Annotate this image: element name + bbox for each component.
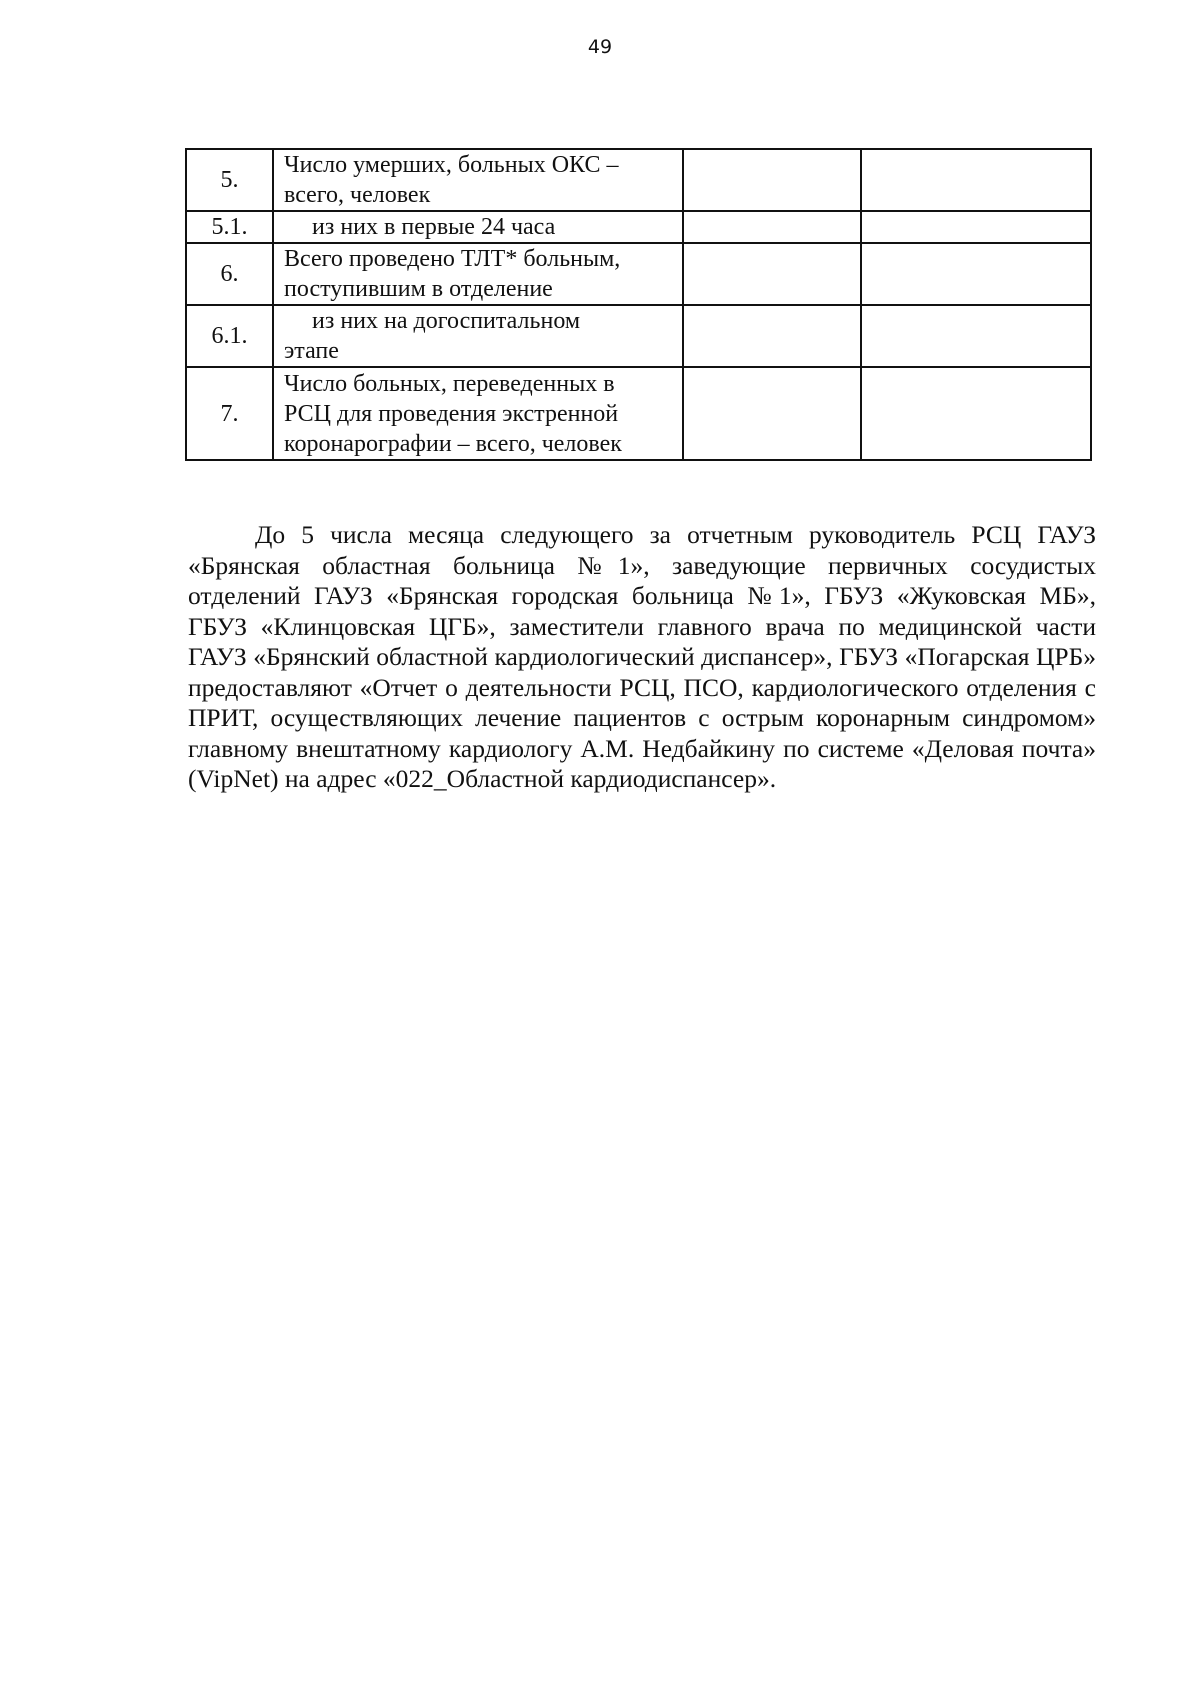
report-table-body bbox=[186, 149, 1091, 460]
page-number: 49 bbox=[587, 36, 613, 58]
indicator-line: Всего проведено ТЛТ* больным, bbox=[284, 246, 621, 272]
value-cell-1 bbox=[683, 243, 861, 305]
value-cell-2 bbox=[861, 149, 1091, 211]
row-number: 7. bbox=[186, 367, 273, 460]
table-row bbox=[186, 243, 1091, 305]
row-indicator bbox=[273, 367, 683, 460]
value-cell-1 bbox=[683, 305, 861, 367]
row-number: 6.1. bbox=[186, 305, 273, 367]
indicator-line: из них в первые 24 часа bbox=[312, 214, 556, 240]
value-cell-2 bbox=[861, 243, 1091, 305]
table-row bbox=[186, 305, 1091, 367]
indicator-line: поступившим в отделение bbox=[284, 276, 553, 302]
value-cell-1 bbox=[683, 211, 861, 243]
table-row bbox=[186, 149, 1091, 211]
row-number: 5.1. bbox=[186, 211, 273, 243]
value-cell-2 bbox=[861, 211, 1091, 243]
row-indicator bbox=[273, 243, 683, 305]
value-cell-2 bbox=[861, 305, 1091, 367]
value-cell-1 bbox=[683, 149, 861, 211]
table-row bbox=[186, 211, 1091, 243]
indicator-line: всего, человек bbox=[284, 182, 431, 208]
row-indicator bbox=[273, 305, 683, 367]
indicator-line: Число умерших, больных ОКС – bbox=[284, 152, 619, 178]
indicator-line: из них на догоспитальном bbox=[312, 308, 581, 334]
instruction-paragraph: До 5 числа месяца следующего за отчетным руководитель РСЦ ГАУЗ «Брянская областная больница №1», заведующие первичных сосудистых отделений ГАУЗ «Брянская городская больница №1», ГБУЗ «Жуковская МБ», ГБУЗ «Клинцовская ЦГБ», заместители главного врача по медицинской части ГАУЗ «Брянский областной кардиологический диспансер», ГБУЗ «Погарская ЦРБ» предоставляют «Отчет о деятельности РСЦ, ПСО, кардиологического отделения с ПРИТ, осуществляющих лечение пациентов с острым коронарным синдромом» главному внештатному кардиологу А.М. Недбайкину по системе «Деловая почта» (VipNet) на адрес «022_Областной кардиодиспансер». bbox=[188, 520, 1096, 793]
indicator-line: этапе bbox=[284, 338, 339, 364]
indicator-line: РСЦ для проведения экстренной bbox=[284, 400, 619, 427]
row-number: 6. bbox=[186, 243, 273, 305]
indicator-line: Число больных, переведенных в bbox=[284, 370, 615, 397]
row-number: 5. bbox=[186, 149, 273, 211]
indicator-line: коронарографии – всего, человек bbox=[284, 430, 622, 457]
value-cell-2 bbox=[861, 367, 1091, 460]
row-indicator bbox=[273, 211, 683, 243]
row-indicator bbox=[273, 149, 683, 211]
value-cell-1 bbox=[683, 367, 861, 460]
report-table bbox=[185, 148, 1092, 461]
table-row bbox=[186, 367, 1091, 460]
